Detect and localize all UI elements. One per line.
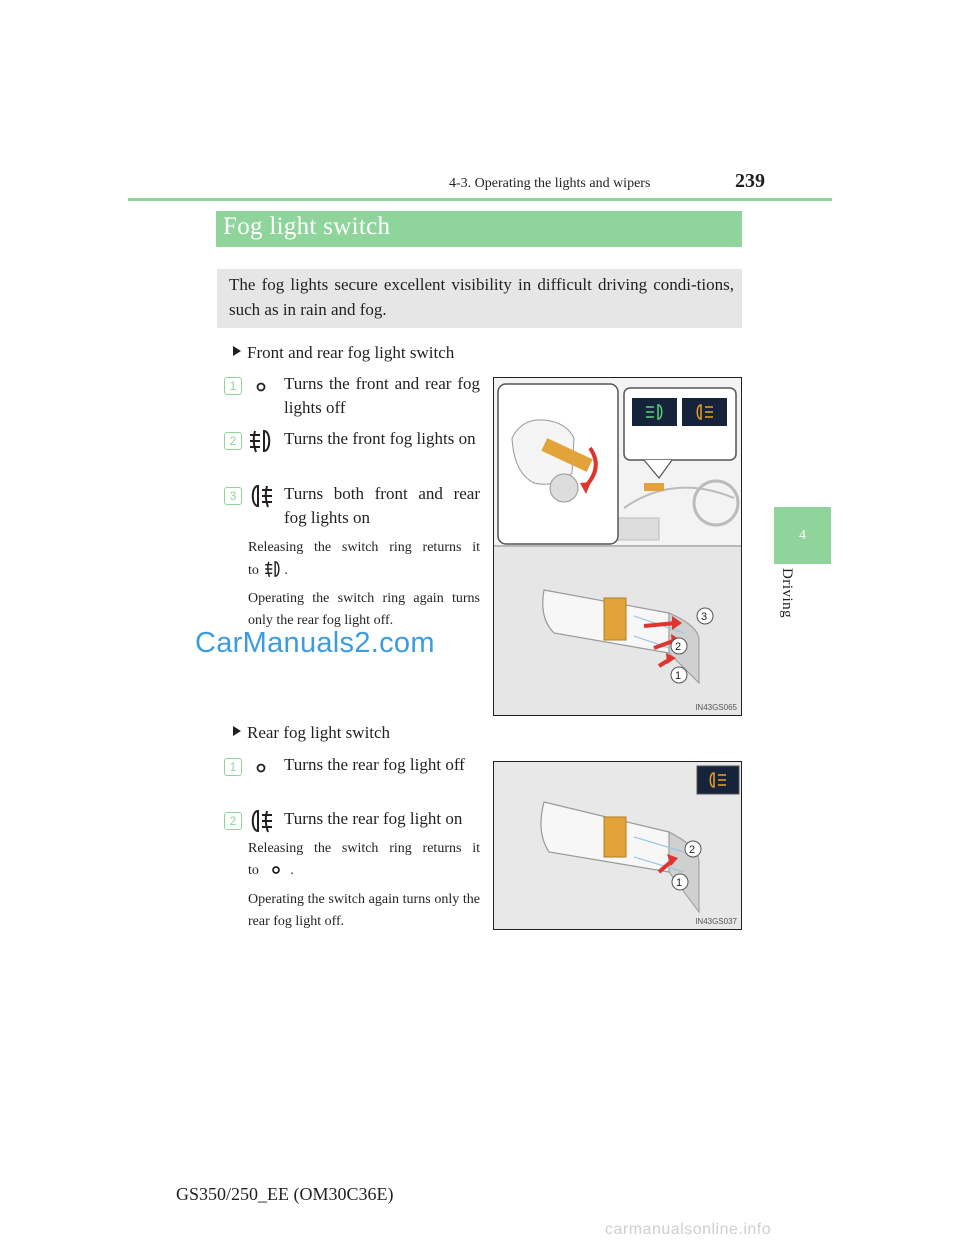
note-release-1: Releasing the switch ring returns it to . bbox=[248, 540, 480, 578]
chapter-number: 4 bbox=[799, 527, 806, 543]
item-text-1: Turns the front and rear fog lights off bbox=[284, 374, 480, 417]
figure-code: IN43GS065 bbox=[695, 703, 737, 712]
note-release-2: Releasing the switch ring returns it to . bbox=[248, 841, 480, 878]
item-text-2: Turns the front fog lights on bbox=[284, 429, 476, 448]
lever-illustration bbox=[494, 378, 742, 716]
fog-off-icon bbox=[254, 761, 268, 775]
callout-3: 3 bbox=[701, 611, 708, 623]
rear-heading: Rear fog light switch bbox=[233, 723, 390, 743]
footer-site: carmanualsonline.info bbox=[605, 1221, 772, 1238]
rear-fog-icon bbox=[247, 807, 275, 835]
fog-off-icon bbox=[254, 380, 268, 394]
figure-front-rear-switch bbox=[493, 377, 742, 716]
watermark: CarManuals2.com bbox=[195, 627, 435, 659]
triangle-bullet-icon bbox=[233, 726, 241, 736]
page-number: 239 bbox=[735, 170, 765, 192]
item-number-3: 3 bbox=[224, 487, 242, 505]
section-heading: 4-3. Operating the lights and wipers bbox=[449, 176, 651, 191]
rear-item-text-2: Turns the rear fog light on bbox=[284, 809, 463, 828]
page-title-bar bbox=[216, 211, 742, 247]
note-again-2: Operating the switch again turns only the rear fog light off. bbox=[248, 892, 480, 929]
item-number-1: 1 bbox=[224, 377, 242, 395]
header-rule bbox=[128, 198, 832, 201]
triangle-bullet-icon bbox=[233, 346, 241, 356]
callout-1: 1 bbox=[675, 670, 682, 682]
front-fog-icon bbox=[247, 427, 275, 455]
intro-text: The fog lights secure excellent visibility in difficult driving condi-tions, such as in rain and fog. bbox=[229, 275, 734, 319]
callout-2: 2 bbox=[689, 844, 696, 856]
rear-item-text-1: Turns the rear fog light off bbox=[284, 755, 465, 774]
front-fog-icon bbox=[262, 559, 284, 579]
figure-code: IN43GS037 bbox=[695, 917, 737, 926]
note-again-1: Operating the switch ring again turns only the rear fog light off. bbox=[248, 591, 480, 628]
item-number-2: 2 bbox=[224, 432, 242, 450]
rear-item-number-2: 2 bbox=[224, 812, 242, 830]
figure-rear-switch bbox=[493, 761, 742, 930]
rear-fog-icon bbox=[247, 482, 275, 510]
rear-item-number-1: 1 bbox=[224, 758, 242, 776]
footer-model: GS350/250_EE (OM30C36E) bbox=[176, 1184, 394, 1204]
item-text-3: Turns both front and rear fog lights on bbox=[284, 484, 480, 527]
chapter-label: Driving bbox=[779, 568, 795, 619]
callout-1: 1 bbox=[676, 877, 683, 889]
chapter-tab[interactable] bbox=[774, 507, 831, 564]
fog-off-icon bbox=[270, 864, 282, 876]
intro-box bbox=[217, 269, 742, 328]
callout-2: 2 bbox=[675, 641, 682, 653]
rear-lever-illustration bbox=[494, 762, 742, 930]
page-title: Fog light switch bbox=[223, 213, 391, 240]
front-rear-heading: Front and rear fog light switch bbox=[233, 343, 454, 363]
